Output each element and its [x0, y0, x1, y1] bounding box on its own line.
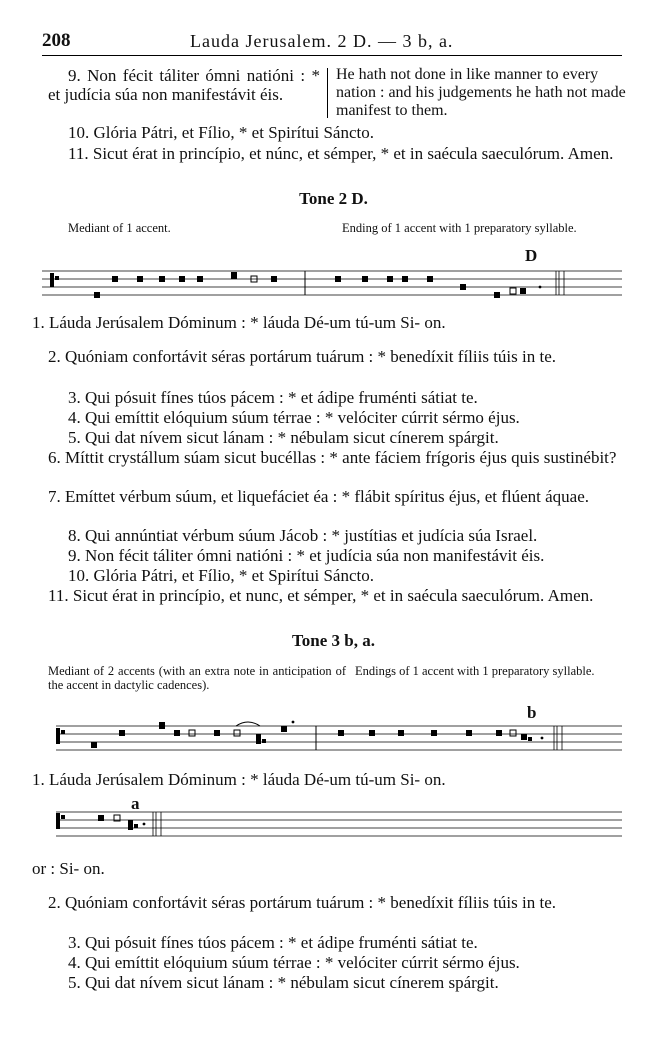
tone-2d-verse-5: 5. Qui dat nívem sicut lánam : * nébulam sicut cínerem spárgit. — [68, 428, 499, 447]
tone-2d-verse-8: 8. Qui annúntiat vérbum súum Jácob : * justítias et judícia súa Israel. — [68, 526, 538, 545]
running-title: Lauda Jerusalem. 2 D. — 3 b, a. — [190, 31, 454, 51]
tone-3b-alt-staff — [56, 808, 622, 848]
tone-2d-verse-10: 10. Glória Pátri, et Fílio, * et Spirítui Sáncto. — [68, 566, 374, 585]
tone-2d-staff — [42, 265, 622, 305]
header-rule — [42, 55, 622, 56]
tone-2d-verse-4: 4. Qui emíttit elóquium súum térrae : * velóciter cúrrit sérmo éjus. — [68, 408, 520, 427]
latin-column: 9. Non fécit táliter ómni natióni : * et judícia súa non manifestávit éis. — [48, 66, 320, 104]
tone-3b-ending-note: Endings of 1 accent with 1 preparatory syllable. — [355, 664, 595, 678]
tone-3b-verse-5: 5. Qui dat nívem sicut lánam : * nébulam sicut cínerem spárgit. — [68, 973, 499, 992]
tone-2d-verse-6: 6. Míttit crystállum súam sicut bucéllas : * ante fáciem frígoris éjus quis sustinébit? — [48, 448, 617, 467]
verse-10-top: 10. Glória Pátri, et Fílio, * et Spirítui Sáncto. — [68, 123, 374, 142]
tone-3b-mediant-note: Mediant of 2 accents (with an extra note in anticipation of the accent in dactylic cadences). — [48, 664, 346, 692]
tone-2d-title: Tone 2 D. — [299, 189, 368, 208]
tone-2d-verse-3: 3. Qui pósuit fínes túos pácem : * et ádipe fruménti sátiat te. — [68, 388, 478, 407]
tone-3b-ending-letter-a: a — [131, 794, 140, 813]
tone-2d-verse-9: 9. Non fécit táliter ómni natióni : * et judícia súa non manifestávit éis. — [68, 546, 545, 565]
tone-2d-verse-2: 2. Quóniam confortávit séras portárum tuárum : * benedíxit fíliis túis in te. — [48, 347, 557, 366]
tone-3b-ending-letter-b: b — [527, 703, 537, 722]
verse-11-top: 11. Sicut érat in princípio, et núnc, et sémper, * et in saécula saeculórum. Amen. — [68, 144, 614, 163]
tone-3b-alt-line: or : Si- on. — [32, 859, 105, 878]
page-header — [42, 30, 622, 54]
tone-2d-verse-7: 7. Emíttet vérbum súum, et liquefáciet éa : * flábit spíritus éjus, et flúent áquae. — [48, 487, 590, 506]
tone-3b-verse-3: 3. Qui pósuit fínes túos pácem : * et ádipe fruménti sátiat te. — [68, 933, 478, 952]
page-number: 208 — [42, 30, 71, 51]
tone-3b-verse-2: 2. Quóniam confortávit séras portárum tuárum : * benedíxit fíliis túis in te. — [48, 893, 557, 912]
tone-2d-verse-11: 11. Sicut érat in princípio, et nunc, et sémper, * et in saécula saeculórum. Amen. — [48, 586, 594, 605]
tone-2d-mediant-note: Mediant of 1 accent. — [68, 221, 171, 235]
tone-3b-verse-4: 4. Qui emíttit elóquium súum térrae : * velóciter cúrrit sérmo éjus. — [68, 953, 520, 972]
parallel-translation — [48, 66, 625, 118]
tone-2d-ending-letter: D — [525, 246, 538, 265]
english-column: He hath not done in like manner to every nation : and his judgements he hath not made manifest to them. — [336, 66, 626, 119]
tone-2d-ending-note: Ending of 1 accent with 1 preparatory syllable. — [342, 221, 577, 235]
tone-2d-chant-line: 1. Láuda Jerúsalem Dóminum : * láuda Dé-um tú-um Si- on. — [32, 313, 446, 332]
tone-3b-title: Tone 3 b, a. — [292, 631, 375, 650]
tone-3b-chant-line: 1. Láuda Jerúsalem Dóminum : * láuda Dé-um tú-um Si- on. — [32, 770, 446, 789]
tone-3b-staff — [56, 712, 622, 764]
column-divider — [327, 68, 328, 118]
